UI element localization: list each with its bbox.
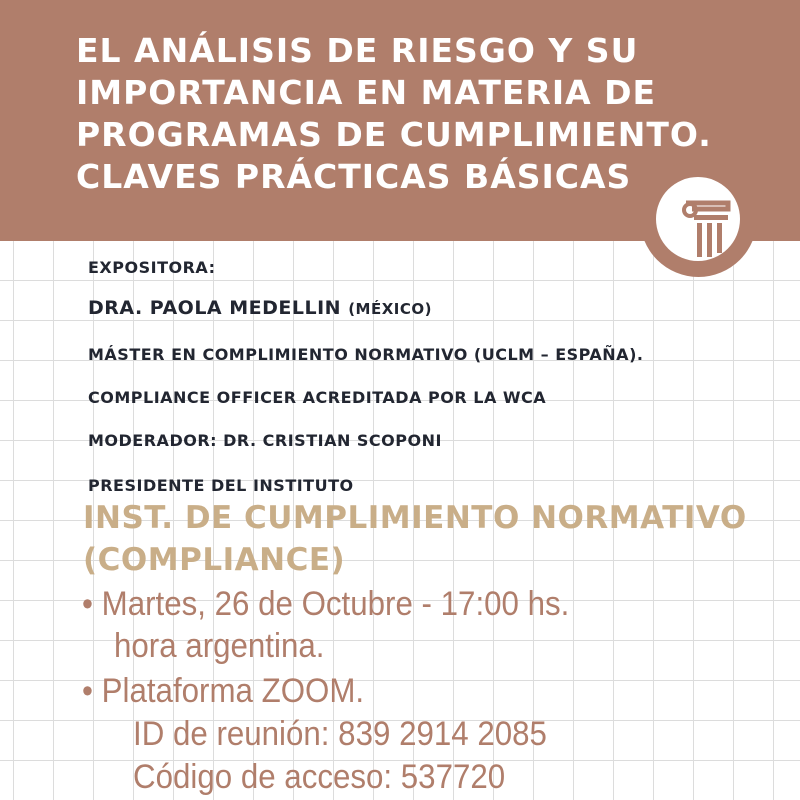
- institute-name: INST. DE CUMPLIMIENTO NORMATIVO: [83, 500, 747, 536]
- meeting-passcode: Código de acceso: 537720: [133, 758, 506, 796]
- logo: [640, 160, 757, 277]
- speaker-name: DRA. PAOLA MEDELLIN: [88, 297, 342, 319]
- event-timezone: hora argentina.: [114, 627, 325, 665]
- title-line: EL ANÁLISIS DE RIESGO Y SU: [76, 31, 639, 70]
- moderator: MODERADOR: DR. CRISTIAN SCOPONI: [88, 431, 442, 450]
- event-platform: • Plataforma ZOOM.: [82, 672, 365, 710]
- title-line: IMPORTANCIA EN MATERIA DE: [76, 73, 657, 112]
- meeting-id: ID de reunión: 839 2914 2085: [133, 715, 547, 753]
- event-date: • Martes, 26 de Octubre - 17:00 hs.: [82, 585, 570, 623]
- speaker-label: EXPOSITORA:: [88, 258, 216, 277]
- institute-name: (COMPLIANCE): [83, 542, 346, 578]
- speaker-country: (MÉXICO): [348, 300, 432, 318]
- moderator-role: PRESIDENTE DEL INSTITUTO: [88, 476, 354, 495]
- event-title: [76, 30, 712, 198]
- speaker-credential: COMPLIANCE OFFICER ACREDITADA POR LA WCA: [88, 388, 547, 407]
- speaker-name-line: [88, 297, 432, 319]
- title-line: PROGRAMAS DE CUMPLIMIENTO.: [76, 115, 712, 154]
- column-icon: [656, 177, 740, 261]
- speaker-credential: MÁSTER EN COMPLIMIENTO NORMATIVO (UCLM – ESPAÑA).: [88, 345, 644, 364]
- title-line: CLAVES PRÁCTICAS BÁSICAS: [76, 157, 632, 196]
